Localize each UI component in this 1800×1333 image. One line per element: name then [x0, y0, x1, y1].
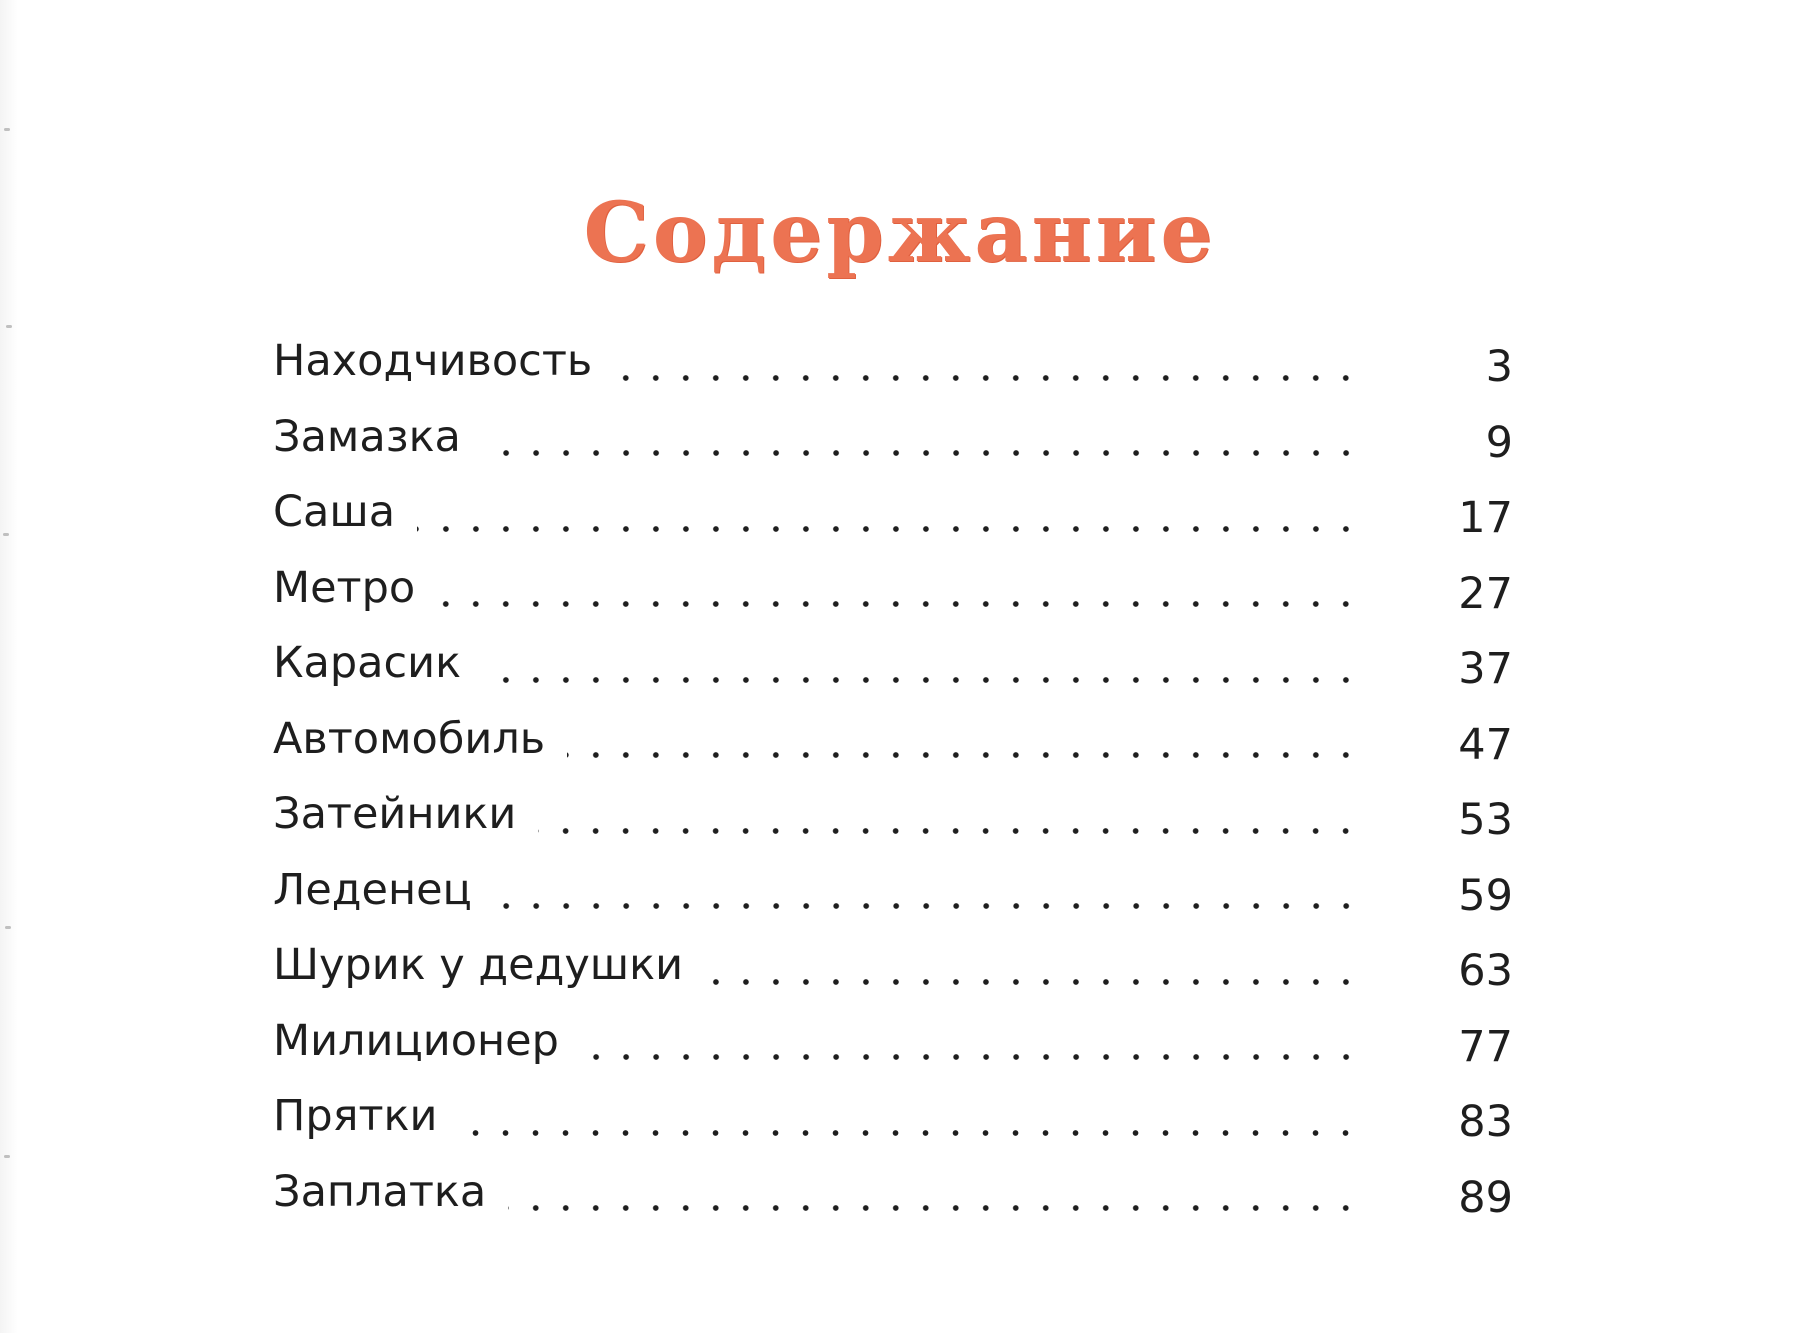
toc-entry[interactable] — [273, 628, 1513, 704]
toc-page-number: 77 — [1458, 1021, 1513, 1072]
dot-leader — [417, 524, 1361, 534]
toc-entry[interactable] — [273, 930, 1513, 1006]
toc-entry-title: Шурик у дедушки — [273, 940, 684, 990]
dot-leader — [459, 1128, 1361, 1138]
toc-entry-title: Леденец — [273, 864, 472, 915]
toc-entry-title: Метро — [273, 562, 416, 613]
toc-entry-title: Автомобиль — [273, 713, 546, 764]
toc-page-number: 37 — [1458, 644, 1513, 694]
toc-entry[interactable] — [273, 779, 1513, 855]
toc-page-number: 47 — [1458, 719, 1513, 770]
dot-leader — [567, 750, 1361, 760]
dot-leader — [705, 977, 1361, 987]
dot-leader — [494, 901, 1361, 911]
dot-leader — [614, 373, 1361, 383]
toc-page-number: 9 — [1485, 417, 1513, 468]
toc-entry-title: Замазка — [273, 411, 461, 462]
toc-entry-title: Карасик — [273, 638, 462, 688]
toc-page-number: 63 — [1458, 946, 1513, 996]
toc-entry-title: Затейники — [273, 789, 517, 839]
scan-speck — [5, 926, 11, 929]
scan-speck — [4, 128, 10, 131]
dot-leader — [483, 448, 1361, 458]
dot-leader — [508, 1203, 1361, 1213]
toc-entry[interactable] — [273, 477, 1513, 553]
toc-page-number: 59 — [1458, 870, 1513, 921]
dot-leader — [538, 826, 1361, 836]
toc-entry[interactable] — [273, 1157, 1513, 1233]
toc-page-number: 3 — [1485, 342, 1513, 392]
toc-page-number: 89 — [1458, 1172, 1513, 1223]
dot-leader — [483, 675, 1361, 685]
dot-leader — [581, 1052, 1361, 1062]
toc-page-number: 83 — [1458, 1097, 1513, 1147]
scan-speck — [3, 533, 9, 536]
toc-entry[interactable] — [273, 704, 1513, 780]
toc-entry[interactable] — [273, 402, 1513, 478]
toc-entry[interactable] — [273, 553, 1513, 629]
toc-entry-title: Прятки — [273, 1091, 438, 1141]
toc-entry[interactable] — [273, 855, 1513, 931]
dot-leader — [437, 599, 1361, 609]
toc-page-number: 53 — [1458, 795, 1513, 845]
toc-entry[interactable] — [273, 1006, 1513, 1082]
page-title: Содержание — [583, 185, 1217, 281]
toc-entry[interactable] — [273, 1081, 1513, 1157]
scan-speck — [6, 325, 12, 328]
toc-entry-title: Находчивость — [273, 336, 593, 386]
toc-page-number: 27 — [1458, 568, 1513, 619]
toc-entry-title: Милиционер — [273, 1015, 559, 1066]
table-of-contents — [273, 326, 1513, 1232]
scan-speck — [4, 1155, 10, 1158]
toc-entry-title: Саша — [273, 487, 396, 537]
toc-entry-title: Заплатка — [273, 1166, 487, 1217]
toc-entry[interactable] — [273, 326, 1513, 402]
toc-page-number: 17 — [1458, 493, 1513, 543]
